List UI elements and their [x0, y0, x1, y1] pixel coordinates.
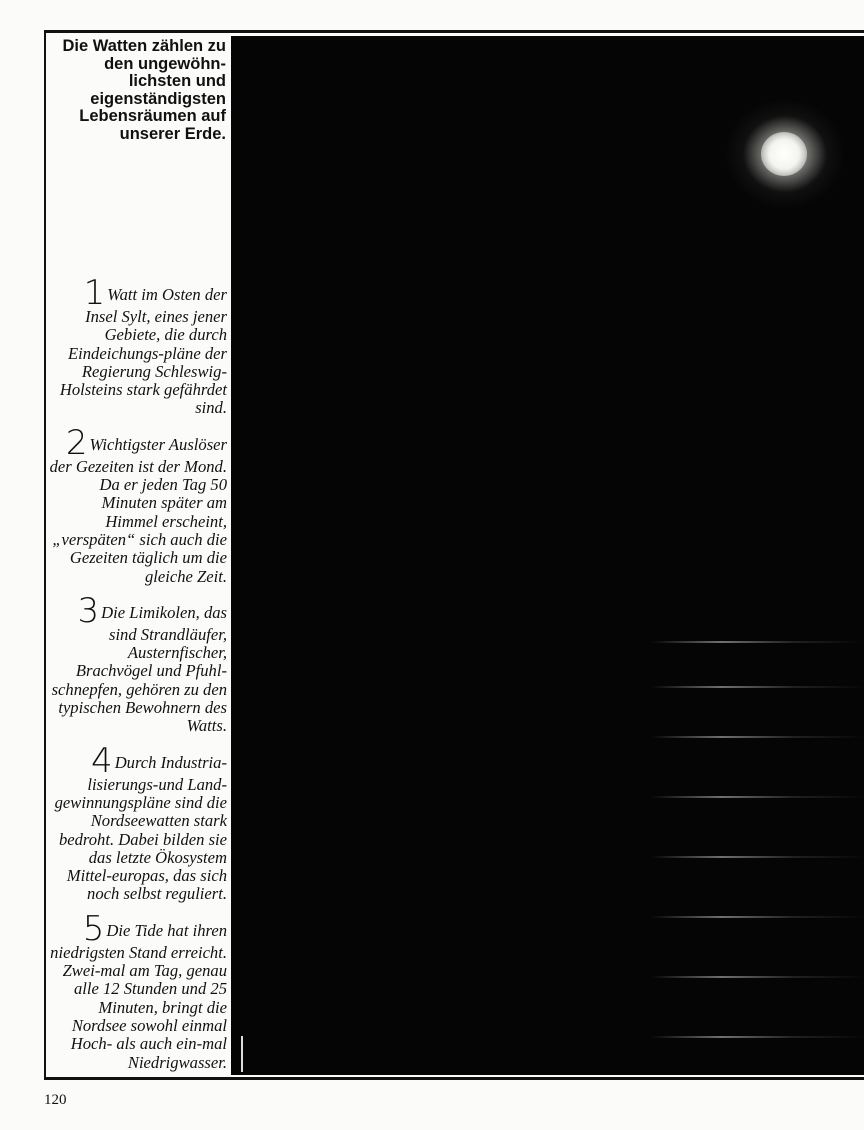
caption-number: 5 [82, 908, 105, 949]
caption-3 [48, 590, 227, 736]
water-reflection [651, 796, 864, 798]
caption-number: 3 [77, 590, 100, 631]
water-reflection [651, 916, 864, 918]
caption-text: Wichtigster Auslöser der Gezeiten ist der Mond. Da er jeden Tag 50 Minuten später am Himmel erscheint, „verspäten“ sich auch die Gezeiten täglich um die gleiche Zeit. [49, 434, 227, 586]
moon-over-sea-photo [231, 36, 864, 1075]
water-reflection [651, 686, 864, 688]
photo-number-marker [241, 1036, 243, 1072]
water-reflection [651, 736, 864, 738]
caption-text: Watt im Osten der Insel Sylt, eines jener Gebiete, die durch Eindeichungs-pläne der Regierung Schleswig-Holsteins stark gefährdet sind. [59, 285, 227, 418]
water-reflection [651, 1036, 864, 1038]
caption-text: Die Tide hat ihren niedrigsten Stand erreicht. Zwei-mal am Tag, genau alle 12 Stunden und 25 Minuten, bringt die Nordsee sowohl einmal Hoch- als auch ein-mal Niedrigwasser. [50, 920, 227, 1072]
caption-number: 1 [83, 273, 106, 313]
caption-1 [48, 273, 227, 418]
caption-text: Durch Industria-lisierungs-und Land-gewinnungspläne sind die Nordseewatten stark bedroht. Dabei bilden sie das letzte Ökosystem Mittel-europas, das sich noch selbst reguliert. [54, 752, 227, 904]
page-number: 120 [44, 1092, 67, 1108]
caption-number: 4 [91, 740, 113, 781]
headline: Die Watten zählen zu den ungewöhn-lichsten und eigenständigsten Lebensräumen auf unserer Erde. [62, 37, 226, 143]
water-reflection [651, 976, 864, 978]
caption-5 [48, 908, 227, 1072]
caption-column [48, 273, 227, 1082]
water-reflection [651, 856, 864, 858]
caption-2 [48, 422, 227, 586]
water-reflection [651, 641, 864, 643]
caption-4 [48, 740, 227, 904]
caption-number: 2 [65, 422, 88, 463]
moon [761, 132, 807, 176]
caption-text: Die Limikolen, das sind Strandläufer, Austernfischer, Brachvögel und Pfuhl-schnepfen, gehören zu den typischen Bewohnern des Watts. [51, 602, 227, 736]
